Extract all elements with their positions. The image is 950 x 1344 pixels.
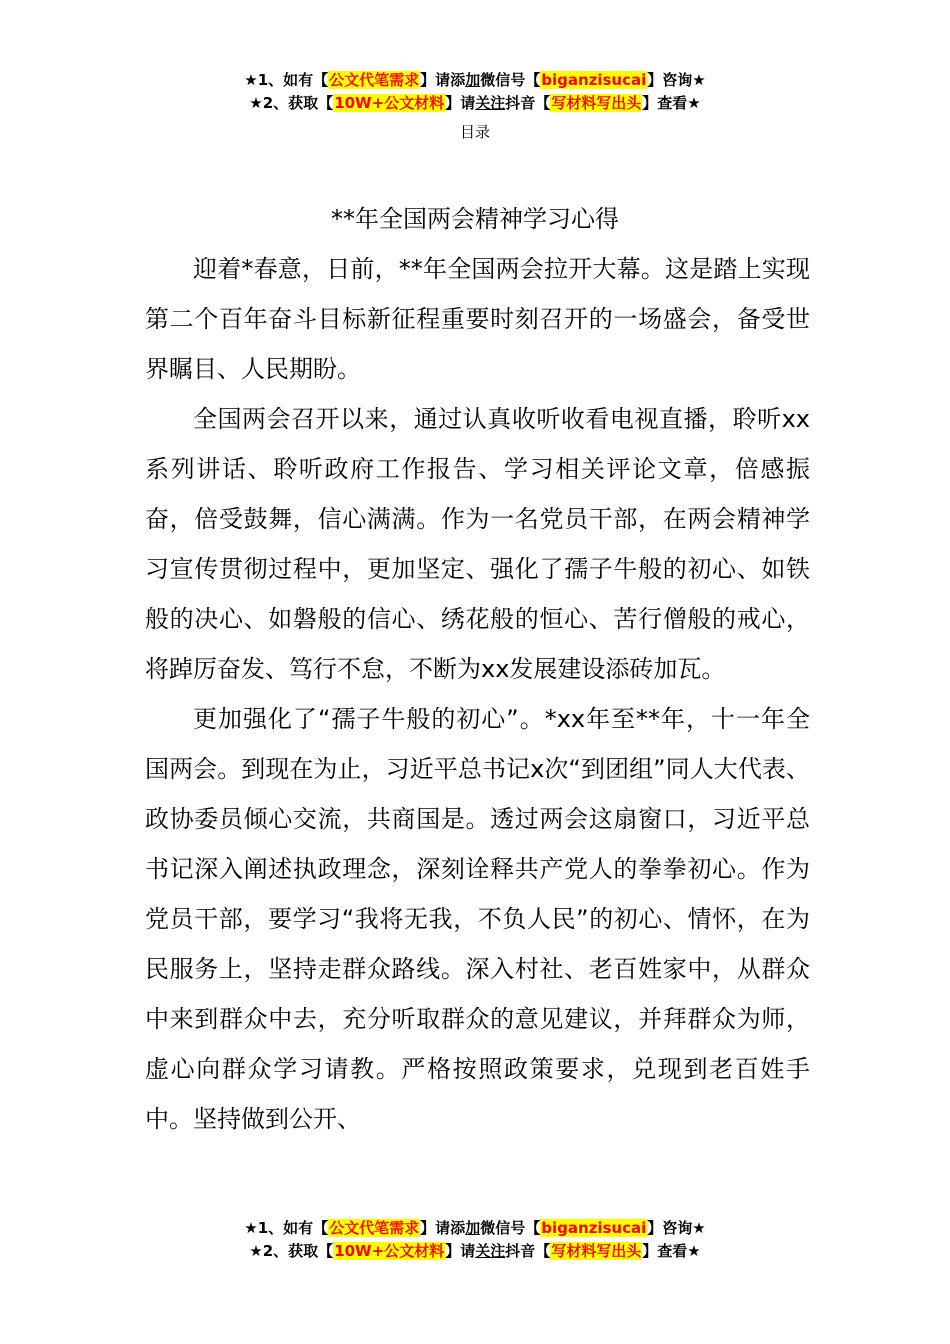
banner-text: 】请 [445, 94, 476, 112]
document-title: **年全国两会精神学习心得 [331, 205, 619, 233]
document-body [145, 244, 810, 1144]
banner-text: ★2、获取【 [249, 94, 334, 112]
banner-text: 】请添 [420, 71, 466, 89]
banner-text: ★1、如有【 [244, 1219, 329, 1237]
banner-line-1 [0, 1217, 950, 1240]
banner-highlight: 10W+公文材料 [334, 94, 445, 112]
banner-line-2 [0, 1240, 950, 1263]
paragraph: 更加强化了“孺子牛般的初心”。*xx年至**年，十一年全国两会。到现在为止，习近平总书记x次“到团组”同人大代表、政协委员倾心交流，共商国是。透过两会这扇窗口，习近平总书记深入阐述执政理念，深刻诠释共产党人的拳拳初心。作为党员干部，要学习“我将无我，不负人民”的初心、情怀，在为民服务上，坚持走群众路线。深入村社、老百姓家中，从群众中来到群众中去，充分听取群众的意见建议，并拜群众为师，虚心向群众学习请教。严格按照政策要求，兑现到老百姓手中。坚持做到公开、 [145, 705, 810, 1133]
header-banner [0, 69, 950, 115]
banner-highlight: 10W+公文材料 [334, 1242, 445, 1260]
banner-underline: 关注 [475, 94, 506, 112]
paragraph: 全国两会召开以来，通过认真收听收看电视直播，聆听xx系列讲话、聆听政府工作报告、学习相关评论文章，倍感振奋，倍受鼓舞，信心满满。作为一名党员干部，在两会精神学习宣传贯彻过程中，更加坚定、强化了孺子牛般的初心、如铁般的决心、如磐般的信心、绣花般的恒心、苦行僧般的戒心，将踔厉奋发、笃行不怠，不断为xx发展建设添砖加瓦。 [145, 405, 810, 683]
banner-text: ★1、如有【 [244, 71, 329, 89]
banner-text: 】咨询★ [647, 71, 706, 89]
banner-underline: 加 [465, 71, 481, 89]
toc-label: 目录 [459, 123, 490, 141]
banner-text: ★2、获取【 [249, 1242, 334, 1260]
banner-underline: 加 [465, 1219, 481, 1237]
banner-text: 抖音【 [505, 94, 551, 112]
banner-line-2 [0, 92, 950, 115]
banner-highlight: 公文代笔需求 [329, 1219, 420, 1237]
banner-text: 】查看★ [642, 94, 701, 112]
banner-text: 抖音【 [505, 1242, 551, 1260]
paragraph: 迎着*春意，日前，**年全国两会拉开大幕。这是踏上实现第二个百年奋斗目标新征程重要时刻召开的一场盛会，备受世界瞩目、人民期盼。 [145, 255, 810, 383]
footer-banner [0, 1217, 950, 1263]
banner-text: 】查看★ [642, 1242, 701, 1260]
banner-highlight: biganzisucai [541, 71, 647, 89]
banner-text: 】请 [445, 1242, 476, 1260]
banner-highlight: biganzisucai [541, 1219, 647, 1237]
banner-text: 微信号【 [480, 1219, 541, 1237]
banner-highlight: 写材料写出头 [551, 1242, 642, 1260]
banner-highlight: 写材料写出头 [551, 94, 642, 112]
banner-text: 微信号【 [480, 71, 541, 89]
banner-underline: 关注 [475, 1242, 506, 1260]
banner-text: 】咨询★ [647, 1219, 706, 1237]
banner-line-1 [0, 69, 950, 92]
banner-text: 】请添 [420, 1219, 466, 1237]
banner-highlight: 公文代笔需求 [329, 71, 420, 89]
